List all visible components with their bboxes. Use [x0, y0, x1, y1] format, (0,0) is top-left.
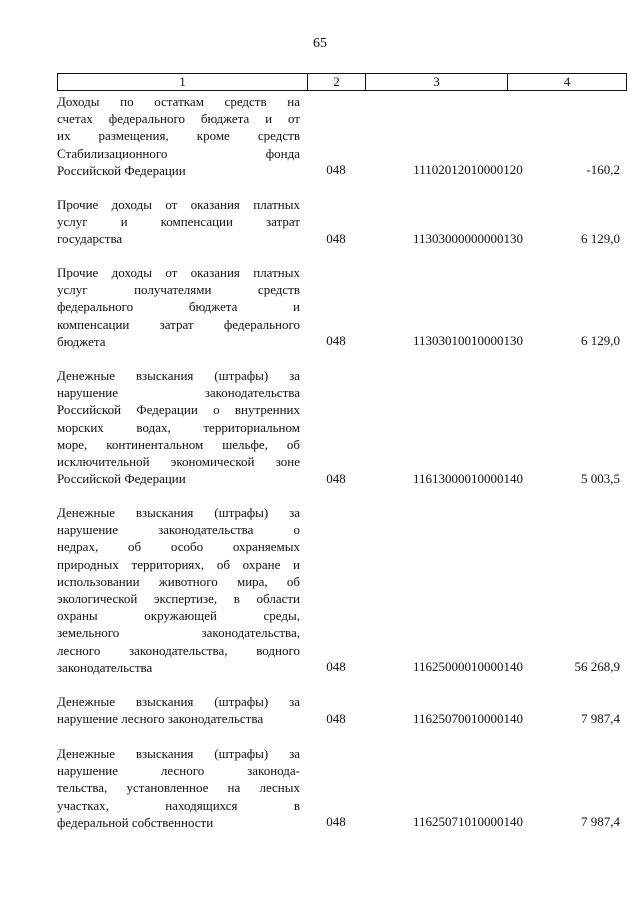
- description-line: федерального бюджета и: [57, 299, 300, 315]
- description-line: счетах федерального бюджета и от: [57, 111, 300, 127]
- row-values: [57, 710, 626, 727]
- description-line: земельного законодательства,: [57, 625, 300, 641]
- amount: 6 129,0: [581, 231, 620, 246]
- description-line: нарушение лесного законода-: [57, 763, 300, 779]
- row-description: [57, 504, 300, 676]
- description-line: Денежные взыскания (штрафы) за: [57, 694, 300, 709]
- description-line: исключительной экономической зоне: [57, 454, 300, 470]
- column-header-3: 3: [366, 74, 508, 91]
- description-line: нарушение законодательства: [57, 385, 300, 401]
- description-line: море, континентальном шельфе, об: [57, 436, 300, 452]
- admin-code: 048: [326, 231, 346, 246]
- budget-classification-code: 11613000010000140: [412, 471, 524, 486]
- description-line: услуг получателями средств: [57, 282, 300, 298]
- row-values: [57, 332, 626, 349]
- description-line: Прочие доходы от оказания платных: [57, 265, 300, 280]
- admin-code: 048: [326, 814, 346, 829]
- description-line: бюджета: [57, 333, 106, 349]
- admin-code: 048: [326, 162, 346, 177]
- description-line: природных территориях, об охране и: [57, 556, 300, 572]
- description-line: их размещения, кроме средств: [57, 128, 300, 144]
- amount: -160,2: [586, 162, 620, 177]
- column-header-table: [57, 73, 627, 91]
- description-line: услуг и компенсации затрат: [57, 214, 300, 230]
- description-line: законодательства: [57, 659, 153, 675]
- budget-classification-code: 11102012010000120: [413, 162, 523, 177]
- description-line: Денежные взыскания (штрафы) за: [57, 368, 300, 383]
- admin-code: 048: [326, 711, 346, 726]
- column-header-2: 2: [308, 74, 366, 91]
- description-line: экологической экспертизе, в области: [57, 591, 300, 607]
- row-values: [57, 470, 626, 487]
- page-number: 65: [313, 36, 327, 51]
- description-line: Денежные взыскания (штрафы) за: [57, 746, 300, 761]
- row-values: [57, 658, 626, 675]
- description-line: компенсации затрат федерального: [57, 316, 300, 332]
- description-line: Доходы по остаткам средств на: [57, 94, 300, 109]
- amount: 7 987,4: [581, 711, 620, 726]
- amount: 7 987,4: [581, 814, 620, 829]
- description-line: федеральной собственности: [57, 814, 214, 830]
- description-line: Прочие доходы от оказания платных: [57, 197, 300, 212]
- description-line: нарушение лесного законодательства: [57, 711, 264, 727]
- column-header-4: 4: [508, 74, 627, 91]
- description-line: морских водах, территориальном: [57, 419, 300, 435]
- description-line: Стабилизационного фонда: [57, 145, 300, 161]
- amount: 5 003,5: [581, 471, 620, 486]
- description-line: лесного законодательства, водного: [57, 642, 300, 658]
- description-line: Российской Федерации о внутренних: [57, 402, 300, 418]
- row-values: [57, 161, 626, 178]
- budget-classification-code: 11625071010000140: [412, 814, 524, 829]
- admin-code: 048: [326, 659, 346, 674]
- column-header-row: [58, 74, 627, 91]
- description-line: Российской Федерации: [57, 162, 186, 178]
- budget-classification-code: 11625070010000140: [412, 711, 524, 726]
- row-values: [57, 813, 626, 830]
- description-line: Российской Федерации: [57, 471, 186, 487]
- row-values: [57, 230, 626, 247]
- description-line: тельства, установленное на лесных: [57, 780, 300, 796]
- admin-code: 048: [326, 471, 346, 486]
- budget-classification-code: 11625000010000140: [412, 659, 524, 674]
- description-line: использовании животного мира, об: [57, 573, 300, 589]
- amount: 56 268,9: [574, 659, 620, 674]
- description-line: государства: [57, 231, 123, 247]
- budget-classification-code: 11303000000000130: [412, 231, 524, 246]
- budget-classification-code: 11303010010000130: [412, 333, 524, 348]
- description-line: недрах, об особо охраняемых: [57, 539, 300, 555]
- description-line: Денежные взыскания (штрафы) за: [57, 505, 300, 520]
- description-line: охраны окружающей среды,: [57, 608, 300, 624]
- description-line: нарушение законодательства о: [57, 522, 300, 538]
- amount: 6 129,0: [581, 333, 620, 348]
- admin-code: 048: [326, 333, 346, 348]
- column-header-1: 1: [58, 74, 308, 91]
- description-line: участках, находящихся в: [57, 797, 300, 813]
